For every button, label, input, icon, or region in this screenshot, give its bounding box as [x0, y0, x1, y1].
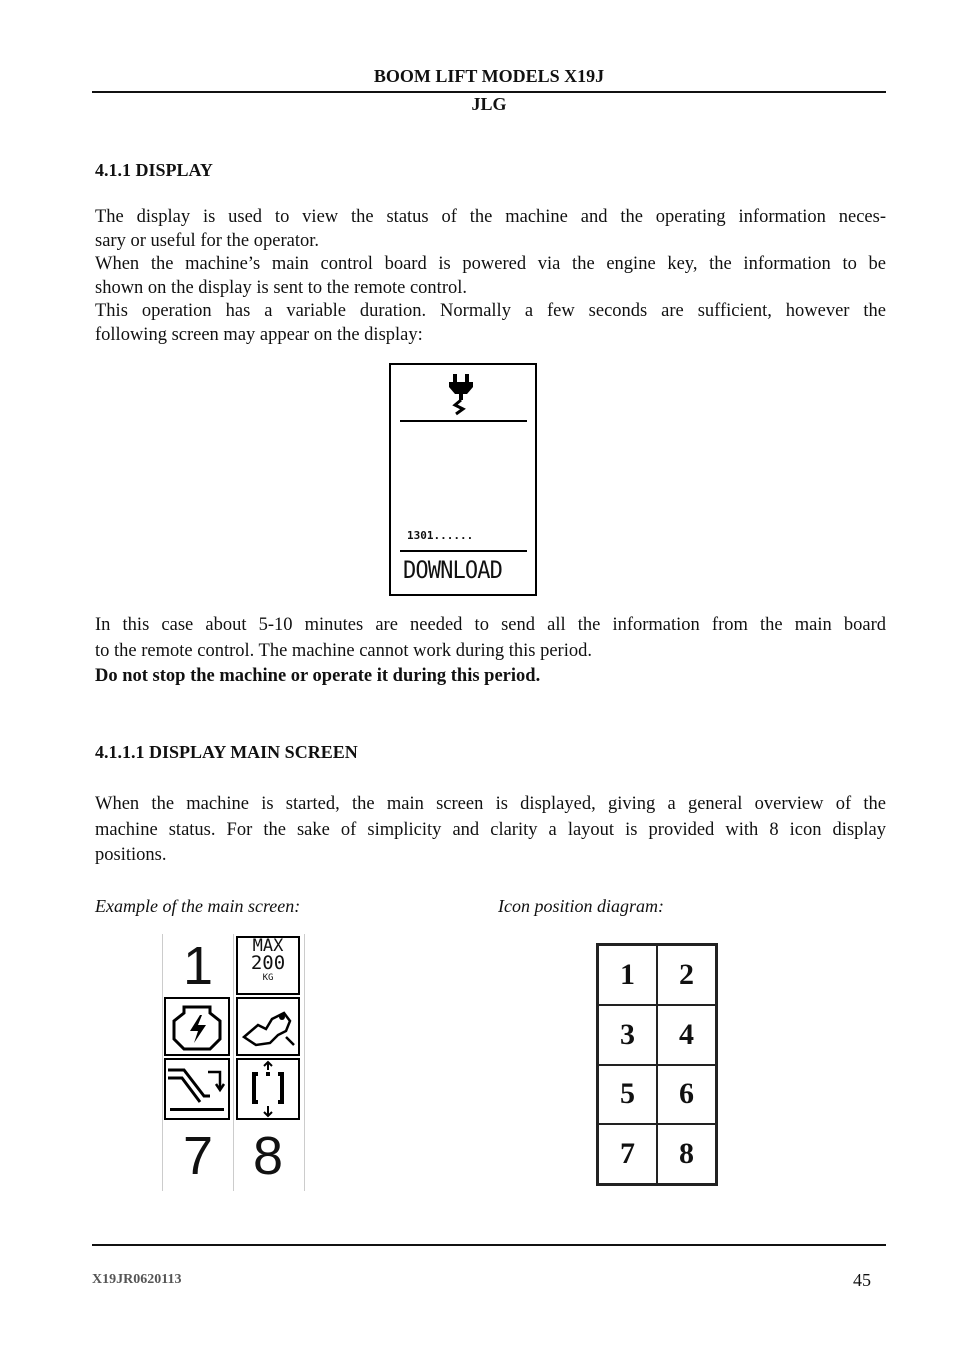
main-screen-paragraph — [95, 792, 886, 869]
text-line: This operation has a variable duration. Normally a few seconds are sufficient, however the — [95, 301, 886, 321]
grid-cell-3: 3 — [598, 1005, 657, 1065]
grid-cell-4: 4 — [657, 1005, 716, 1065]
text-line: In this case about 5-10 minutes are needed to send all the information from the main board — [95, 615, 886, 635]
text-line: following screen may appear on the display: — [95, 324, 423, 345]
section-heading-main-screen: 4.1.1.1 DISPLAY MAIN SCREEN — [95, 742, 358, 762]
text-line: positions. — [95, 845, 167, 865]
position-8-number: 8 — [252, 1126, 284, 1186]
lcd-divider-bottom — [400, 550, 527, 552]
section-heading-display: 4.1.1 DISPLAY — [95, 160, 213, 180]
document-brand: JLG — [471, 94, 507, 114]
warning-text: Do not stop the machine or operate it during this period. — [95, 666, 541, 686]
max-load-value: 200 — [250, 952, 286, 974]
grid-cell-1: 1 — [598, 945, 657, 1005]
grid-cell-5: 5 — [598, 1065, 657, 1125]
text-line: The display is used to view the status of the machine and the operating information neces- — [95, 207, 886, 227]
footer-divider — [92, 1244, 886, 1246]
lcd-download-screen — [389, 363, 537, 596]
grid-line — [304, 934, 305, 1191]
caption-main-screen-example: Example of the main screen: — [95, 896, 301, 916]
plug-icon — [447, 374, 475, 416]
machine-tilt-icon — [236, 997, 302, 1056]
text-line: to the remote control. The machine cannot work during this period. — [95, 640, 592, 661]
text-line: When the machine is started, the main screen is displayed, giving a general overview of the — [95, 794, 886, 814]
document-code: X19JR0620113 — [92, 1272, 182, 1287]
text-line: shown on the display is sent to the remote control. — [95, 277, 467, 298]
header-divider — [92, 91, 886, 93]
boom-angle-icon — [164, 1058, 230, 1120]
grid-line — [233, 934, 234, 1191]
display-intro-paragraph — [95, 206, 886, 347]
document-title: BOOM LIFT MODELS X19J — [373, 66, 605, 86]
lcd-code-text: 1301...... — [407, 529, 474, 542]
page-number: 45 — [853, 1270, 871, 1290]
main-screen-example — [162, 934, 305, 1191]
grid-cell-8: 8 — [657, 1124, 716, 1184]
icon-position-grid — [596, 943, 718, 1186]
text-line: When the machine’s main control board is powered via the engine key, the information to be — [95, 254, 886, 274]
max-load-label: MAX — [252, 936, 284, 956]
lcd-download-label: DOWNLOAD — [403, 556, 502, 584]
download-duration-paragraph — [95, 613, 886, 690]
max-load-icon — [236, 936, 300, 995]
grid-line — [162, 934, 163, 1191]
position-1-number: 1 — [182, 936, 214, 996]
lcd-divider-top — [400, 420, 527, 422]
grid-cell-2: 2 — [657, 945, 716, 1005]
grid-cell-6: 6 — [657, 1065, 716, 1125]
grid-cell-7: 7 — [598, 1124, 657, 1184]
text-line: sary or useful for the operator. — [95, 230, 319, 251]
text-line: machine status. For the sake of simplicity and clarity a layout is provided with 8 icon display — [95, 819, 886, 840]
max-load-unit: KG — [262, 973, 274, 983]
extension-icon — [236, 1058, 302, 1120]
engine-power-icon — [164, 997, 230, 1056]
caption-icon-position-diagram: Icon position diagram: — [498, 896, 664, 916]
position-7-number: 7 — [182, 1126, 214, 1186]
